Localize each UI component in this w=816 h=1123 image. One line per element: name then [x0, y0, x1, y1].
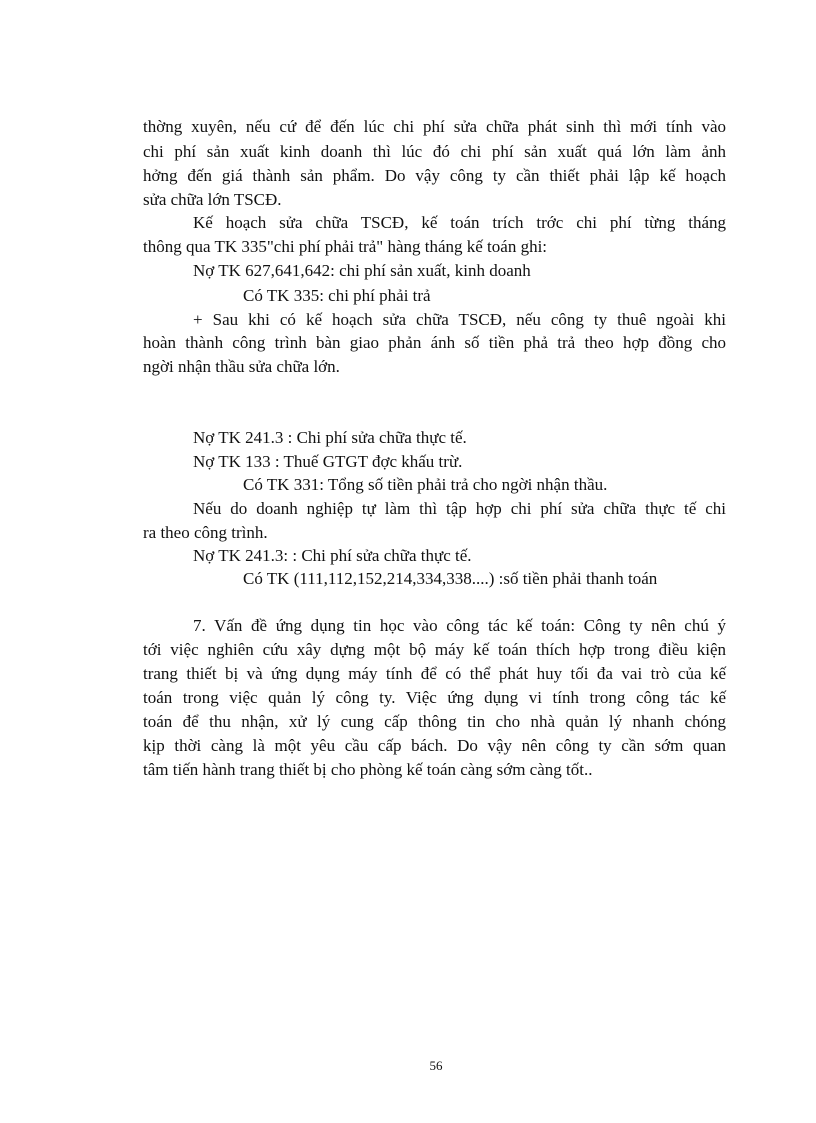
text-line: tâm tiến hành trang thiết bị cho phòng kế toán càng sớm càng tốt..: [143, 760, 593, 779]
text-line: kịp thời càng là một yêu cầu cấp bách. Do vậy nên công ty cần sớm quan: [143, 736, 726, 755]
text-line: chi phí sản xuất kinh doanh thì lúc đó chi phí sản xuất quá lớn làm ảnh: [143, 142, 726, 161]
text-line: Kế hoạch sửa chữa TSCĐ, kế toán trích trớc chi phí từng tháng: [193, 213, 726, 232]
journal-entry-credit: Có TK (111,112,152,214,334,338....) :số tiền phải thanh toán: [243, 569, 658, 588]
text-line: thông qua TK 335"chi phí phải trả" hàng tháng kế toán ghi:: [143, 237, 548, 256]
text-line: + Sau khi có kế hoạch sửa chữa TSCĐ, nếu công ty thuê ngoài khi: [193, 310, 726, 329]
text-line: trang thiết bị và ứng dụng máy tính để có thể phát huy tối đa vai trò của kế: [143, 664, 726, 683]
text-line: thờng xuyên, nếu cứ để đến lúc chi phí sửa chữa phát sinh thì mới tính vào: [143, 117, 726, 136]
journal-entry-credit: Có TK 335: chi phí phải trả: [243, 286, 431, 305]
journal-entry-debit: Nợ TK 133 : Thuế GTGT đợc khấu trừ.: [193, 452, 463, 471]
journal-entry-debit: Nợ TK 241.3 : Chi phí sửa chữa thực tế.: [193, 428, 467, 447]
text-line: hởng đến giá thành sản phẩm. Do vậy công ty cần thiết phải lập kế hoạch: [143, 166, 726, 185]
text-line: ngời nhận thầu sửa chữa lớn.: [143, 357, 340, 376]
text-line: 7. Vấn đề ứng dụng tin học vào công tác kế toán: Công ty nên chú ý: [193, 616, 726, 635]
text-line: tới việc nghiên cứu xây dựng một bộ máy kế toán thích hợp trong điều kiện: [143, 640, 726, 659]
text-line: Nếu do doanh nghiệp tự làm thì tập hợp chi phí sửa chữa thực tế chi: [193, 499, 726, 518]
journal-entry-credit: Có TK 331: Tổng số tiền phải trả cho ngời nhận thầu.: [243, 475, 608, 494]
text-line: sửa chữa lớn TSCĐ.: [143, 190, 282, 209]
journal-entry-debit: Nợ TK 241.3: : Chi phí sửa chữa thực tế.: [193, 546, 472, 565]
text-line: toán để thu nhận, xử lý cung cấp thông tin cho nhà quản lý nhanh chóng: [143, 712, 726, 731]
journal-entry-debit: Nợ TK 627,641,642: chi phí sản xuất, kinh doanh: [193, 261, 531, 280]
text-line: ra theo công trình.: [143, 523, 268, 542]
text-line: hoàn thành công trình bàn giao phản ánh số tiền phả trả theo hợp đồng cho: [143, 333, 726, 352]
page-number: 56: [429, 1058, 443, 1073]
text-line: toán trong việc quản lý công ty. Việc ứng dụng vi tính trong công tác kế: [143, 688, 726, 707]
